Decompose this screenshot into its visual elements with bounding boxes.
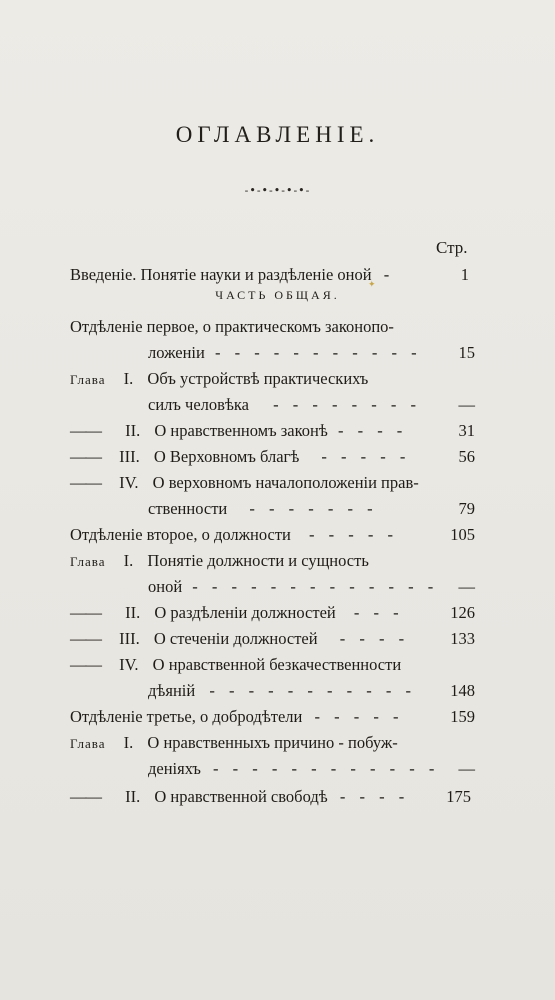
chapter-label: Глава <box>70 372 106 387</box>
chapter-number: I. <box>123 369 134 388</box>
toc-page-number: 1 <box>460 265 469 284</box>
toc-page-number: 126 <box>450 603 475 622</box>
toc-page-number: 79 <box>458 499 475 518</box>
page-column-header: Стр. <box>436 238 468 257</box>
chapter-label: Глава <box>70 736 106 751</box>
toc-page-number: 56 <box>458 447 475 466</box>
toc-entry-text-cont: дѣяній <box>148 681 196 700</box>
toc-entry-text: О Верховномъ благѣ <box>153 447 300 466</box>
toc-entry-chapter-1c-cont <box>148 756 475 782</box>
toc-entry-text: Отдѣленіе первое, о практическомъ законопо- <box>70 317 394 336</box>
toc-entry-text-cont: ственности <box>148 499 228 518</box>
page-title: ОГЛАВЛЕНІЕ. <box>175 122 380 147</box>
toc-entry-chapter-3b <box>70 626 475 652</box>
toc-entry-text: О нравственной безкачественности <box>152 655 402 674</box>
toc-entry-chapter-1b-cont <box>148 574 475 600</box>
toc-entry-text: О нравственныхъ причино - побуж- <box>147 733 398 752</box>
toc-entry-chapter-2c <box>70 784 475 810</box>
chapter-number: III. <box>119 447 140 466</box>
toc-entry-chapter-4b <box>70 652 475 678</box>
toc-leader: - - - - - <box>309 525 398 544</box>
toc-leader: - - - - - <box>321 447 411 466</box>
toc-entry-text: Введеніе. Понятіе науки и раздѣленіе оной <box>70 265 372 284</box>
chapter-number: I. <box>123 733 134 752</box>
toc-entry-chapter-2b <box>70 600 475 626</box>
toc-entry-section-1 <box>70 314 475 340</box>
ditto-dash: —— <box>70 629 101 648</box>
toc-entry-text: Понятіе должности и сущность <box>147 551 369 570</box>
toc-leader: - - - - <box>337 421 408 440</box>
toc-entry-text-cont: силъ человѣка <box>148 395 249 414</box>
toc-entry-section-3 <box>70 704 475 730</box>
toc-leader: - - - - - - - - <box>273 395 421 414</box>
toc-entry-text: О раздѣленіи должностей <box>154 603 336 622</box>
toc-page-number: 31 <box>458 421 475 440</box>
ditto-dash: —— <box>70 447 101 466</box>
toc-entry-chapter-1b <box>70 548 475 574</box>
toc-entry-text: Объ устройствѣ практическихъ <box>147 369 369 388</box>
toc-entry-section-1-cont <box>148 340 475 366</box>
toc-page-number: 148 <box>450 681 475 700</box>
toc-leader: - - - - - - - <box>249 499 378 518</box>
toc-page-number: — <box>458 577 475 596</box>
chapter-number: IV. <box>119 655 139 674</box>
chapter-number: IV. <box>119 473 139 492</box>
toc-entry-chapter-4a <box>70 470 475 496</box>
toc-page-number: — <box>458 395 475 414</box>
toc-page-number: 133 <box>450 629 475 648</box>
toc-leader: - - - <box>353 603 404 622</box>
toc-entry-text-cont: оной <box>148 577 183 596</box>
toc-entry-intro <box>70 262 475 288</box>
toc-page-number: 15 <box>458 343 475 362</box>
ditto-dash: —— <box>70 421 101 440</box>
ornament-rule: -•-•-•-•-•- <box>244 184 311 197</box>
chapter-number: I. <box>123 551 134 570</box>
toc-entry-section-2 <box>70 522 475 548</box>
toc-leader: - <box>383 265 395 284</box>
toc-entry-chapter-2a <box>70 418 475 444</box>
chapter-number: II. <box>125 421 141 440</box>
toc-leader: - - - - - - - - - - - - - <box>192 577 439 596</box>
toc-entry-chapter-3a <box>70 444 475 470</box>
chapter-number: II. <box>125 787 141 806</box>
ink-mark-icon: ✦ <box>368 280 376 290</box>
chapter-number: III. <box>119 629 140 648</box>
chapter-label: Глава <box>70 554 106 569</box>
ditto-dash: —— <box>70 655 101 674</box>
toc-leader: - - - - - - - - - - - <box>214 343 422 362</box>
toc-page-number: 159 <box>450 707 475 726</box>
ditto-dash: —— <box>70 603 101 622</box>
toc-entry-text: О нравственномъ законѣ <box>154 421 328 440</box>
toc-leader: - - - - - <box>314 707 404 726</box>
toc-leader: - - - - - - - - - - - <box>209 681 417 700</box>
ditto-dash: —— <box>70 787 101 806</box>
toc-page-number: 175 <box>446 787 471 806</box>
toc-page-number: 105 <box>450 525 475 544</box>
toc-entry-text: О стеченіи должностей <box>153 629 318 648</box>
toc-entry-chapter-4b-cont <box>148 678 475 704</box>
part-heading: ЧАСТЬ ОБЩАЯ. <box>215 288 340 302</box>
toc-entry-text: Отдѣленіе третье, о добродѣтели <box>70 707 303 726</box>
toc-entry-chapter-1c <box>70 730 475 756</box>
toc-leader: - - - - <box>339 787 410 806</box>
toc-entry-text: О нравственной свободѣ <box>154 787 328 806</box>
toc-entry-chapter-4a-cont <box>148 496 475 522</box>
toc-entry-text: О верховномъ началоположеніи прав- <box>152 473 419 492</box>
toc-page-number: — <box>458 759 475 778</box>
toc-entry-chapter-1a-cont <box>148 392 475 418</box>
ditto-dash: —— <box>70 473 101 492</box>
toc-entry-text-cont: деніяхъ <box>148 759 201 778</box>
toc-leader: - - - - <box>339 629 410 648</box>
toc-entry-text-cont: ложеніи <box>148 343 205 362</box>
toc-entry-text: Отдѣленіе второе, о должности <box>70 525 291 544</box>
toc-entry-chapter-1a <box>70 366 475 392</box>
toc-leader: - - - - - - - - - - - - <box>213 759 440 778</box>
chapter-number: II. <box>125 603 141 622</box>
